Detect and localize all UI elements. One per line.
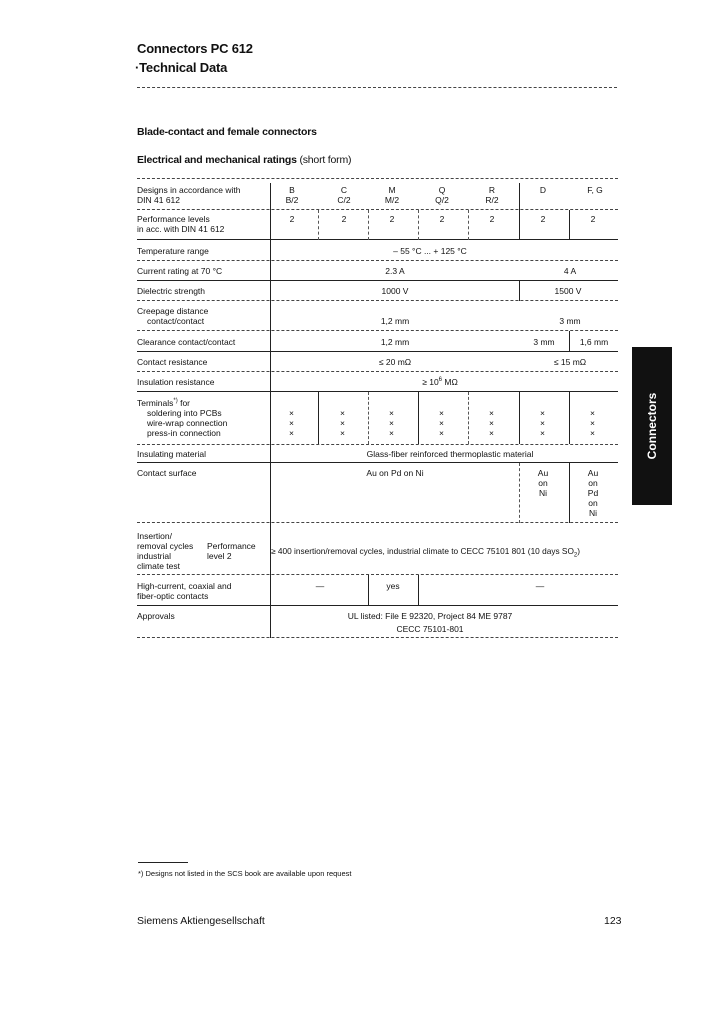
column-rule [569,463,570,523]
creepage-value-a: 1,2 mm [380,316,410,326]
row-divider [137,391,618,392]
row-label-resistance: Contact resistance [137,357,208,367]
terminal-mark: × [289,408,294,418]
terminal-mark: × [540,418,545,428]
column-rule [418,575,419,605]
row-divider [137,637,618,638]
section-title: Blade-contact and female connectors [137,126,317,138]
row-divider [137,280,618,281]
surface-value-fg: Au on Pd on Ni [587,468,599,518]
row-label-insulation: Insulation resistance [137,377,215,387]
row-label-temperature: Temperature range [137,246,209,256]
column-rule [270,183,271,638]
resistance-value-b: ≤ 15 mΩ [553,357,587,367]
highcurrent-value-a: — [315,581,325,591]
row-divider [137,444,618,445]
row-label-approvals: Approvals [137,611,175,621]
perf-value: 2 [389,214,395,224]
design-d: D [539,185,547,195]
column-rule [318,210,319,240]
terminal-mark: × [439,428,444,438]
page-title: Connectors PC 612 [137,41,253,56]
clearance-value-c: 1,6 mm [579,337,609,347]
terminal-mark: × [340,428,345,438]
terminal-mark: × [439,418,444,428]
table-top-rule [137,178,618,179]
perf-value: 2 [289,214,295,224]
page-subtitle: ·Technical Data [135,60,228,75]
side-tab-connectors[interactable]: Connectors [632,347,672,505]
terminal-mark: × [489,418,494,428]
terminal-mark: × [340,418,345,428]
highcurrent-value-b: yes [386,581,400,591]
row-divider [137,462,618,463]
row-label-cycles: Insertion/ removal cycles industrial climate test [137,531,194,571]
creepage-value-b: 3 mm [559,316,581,326]
column-rule [418,210,419,240]
approvals-line-1: UL listed: File E 92320, Project 84 ME 9787 [347,611,513,621]
terminal-mark: × [489,408,494,418]
column-rule [368,210,369,240]
row-divider [137,300,618,301]
header-divider [137,87,617,88]
terminal-mark: × [289,418,294,428]
row-label-designs: Designs in accordance with DIN 41 612 [137,185,241,205]
row-label-terminals: Terminals*) for [137,397,191,408]
current-value-a: 2.3 A [385,266,405,276]
column-rule [318,392,319,444]
row-label-creepage: Creepage distance contact/contact [137,306,209,326]
column-rule [519,463,520,523]
perf-value: 2 [489,214,495,224]
design-b: B B/2 [285,185,299,205]
row-label-clearance: Clearance contact/contact [137,337,236,347]
row-divider [137,605,618,606]
terminal-mark: × [489,428,494,438]
row-divider [137,351,618,352]
cycles-performance: Performance level 2 [207,541,256,561]
perf-value: 2 [590,214,596,224]
row-divider [137,209,618,210]
terminal-mark: × [389,428,394,438]
design-fg: F, G [587,185,603,195]
column-rule [418,392,419,444]
terminal-mark: × [540,408,545,418]
cycles-value: ≥ 400 insertion/removal cycles, industrial climate to CECC 75101 801 (10 days $SO_2$) [271,546,581,559]
approvals-line-2: CECC 75101-801 [396,624,464,634]
column-rule [368,575,369,605]
row-label-insulating: Insulating material [137,449,206,459]
clearance-value-b: 3 mm [533,337,555,347]
terminal-mark: × [289,428,294,438]
column-rule [468,392,469,444]
column-rule [519,183,520,240]
row-divider [137,574,618,575]
footnote-rule [138,862,188,863]
row-divider [137,330,618,331]
column-rule [519,281,520,301]
dielectric-value-a: 1000 V [381,286,409,296]
design-m: M M/2 [384,185,400,205]
terminal-mark: × [590,418,595,428]
row-label-highcurrent: High-current, coaxial and fiber-optic contacts [137,581,232,601]
design-r: R R/2 [485,185,499,205]
insulation-value: ≥ $10^6$ MΩ [422,376,458,387]
column-rule [519,392,520,444]
terminal-mark: × [340,408,345,418]
terminal-mark: × [389,418,394,428]
resistance-value-a: ≤ 20 mΩ [378,357,412,367]
terminal-option: press-in connection [147,428,221,438]
row-divider [137,371,618,372]
row-label-surface: Contact surface [137,468,197,478]
row-label-dielectric: Dielectric strength [137,286,206,296]
surface-value-d: Au on Ni [537,468,549,498]
terminal-mark: × [540,428,545,438]
page-number: 123 [604,915,622,927]
perf-value: 2 [341,214,347,224]
row-label-current: Current rating at 70 °C [137,266,223,276]
perf-value: 2 [540,214,546,224]
subsection-title: Electrical and mechanical ratings (short form) [137,154,352,166]
column-rule [569,210,570,240]
column-rule [569,331,570,351]
column-rule [569,392,570,444]
footer-company: Siemens Aktiengesellschaft [137,915,265,927]
footnote: *) Designs not listed in the SCS book are available upon request [138,869,352,878]
row-divider [137,522,618,523]
surface-value-a: Au on Pd on Ni [366,468,424,478]
row-divider [137,239,618,240]
design-c: C C/2 [337,185,351,205]
highcurrent-value-c: — [535,581,545,591]
column-rule [368,392,369,444]
terminal-mark: × [439,408,444,418]
row-divider [137,260,618,261]
insulating-value: Glass-fiber reinforced thermoplastic material [366,449,534,459]
row-label-performance: Performance levels in acc. with DIN 41 612 [137,214,225,234]
dielectric-value-b: 1500 V [554,286,582,296]
terminal-option: wire-wrap connection [147,418,228,428]
terminal-mark: × [389,408,394,418]
terminal-option: soldering into PCBs [147,408,222,418]
current-value-b: 4 A [563,266,577,276]
column-rule [468,210,469,240]
clearance-value-a: 1,2 mm [380,337,410,347]
terminal-mark: × [590,428,595,438]
temperature-value: – 55 °C ... + 125 °C [393,246,467,256]
design-q: Q Q/2 [435,185,449,205]
terminal-mark: × [590,408,595,418]
perf-value: 2 [439,214,445,224]
